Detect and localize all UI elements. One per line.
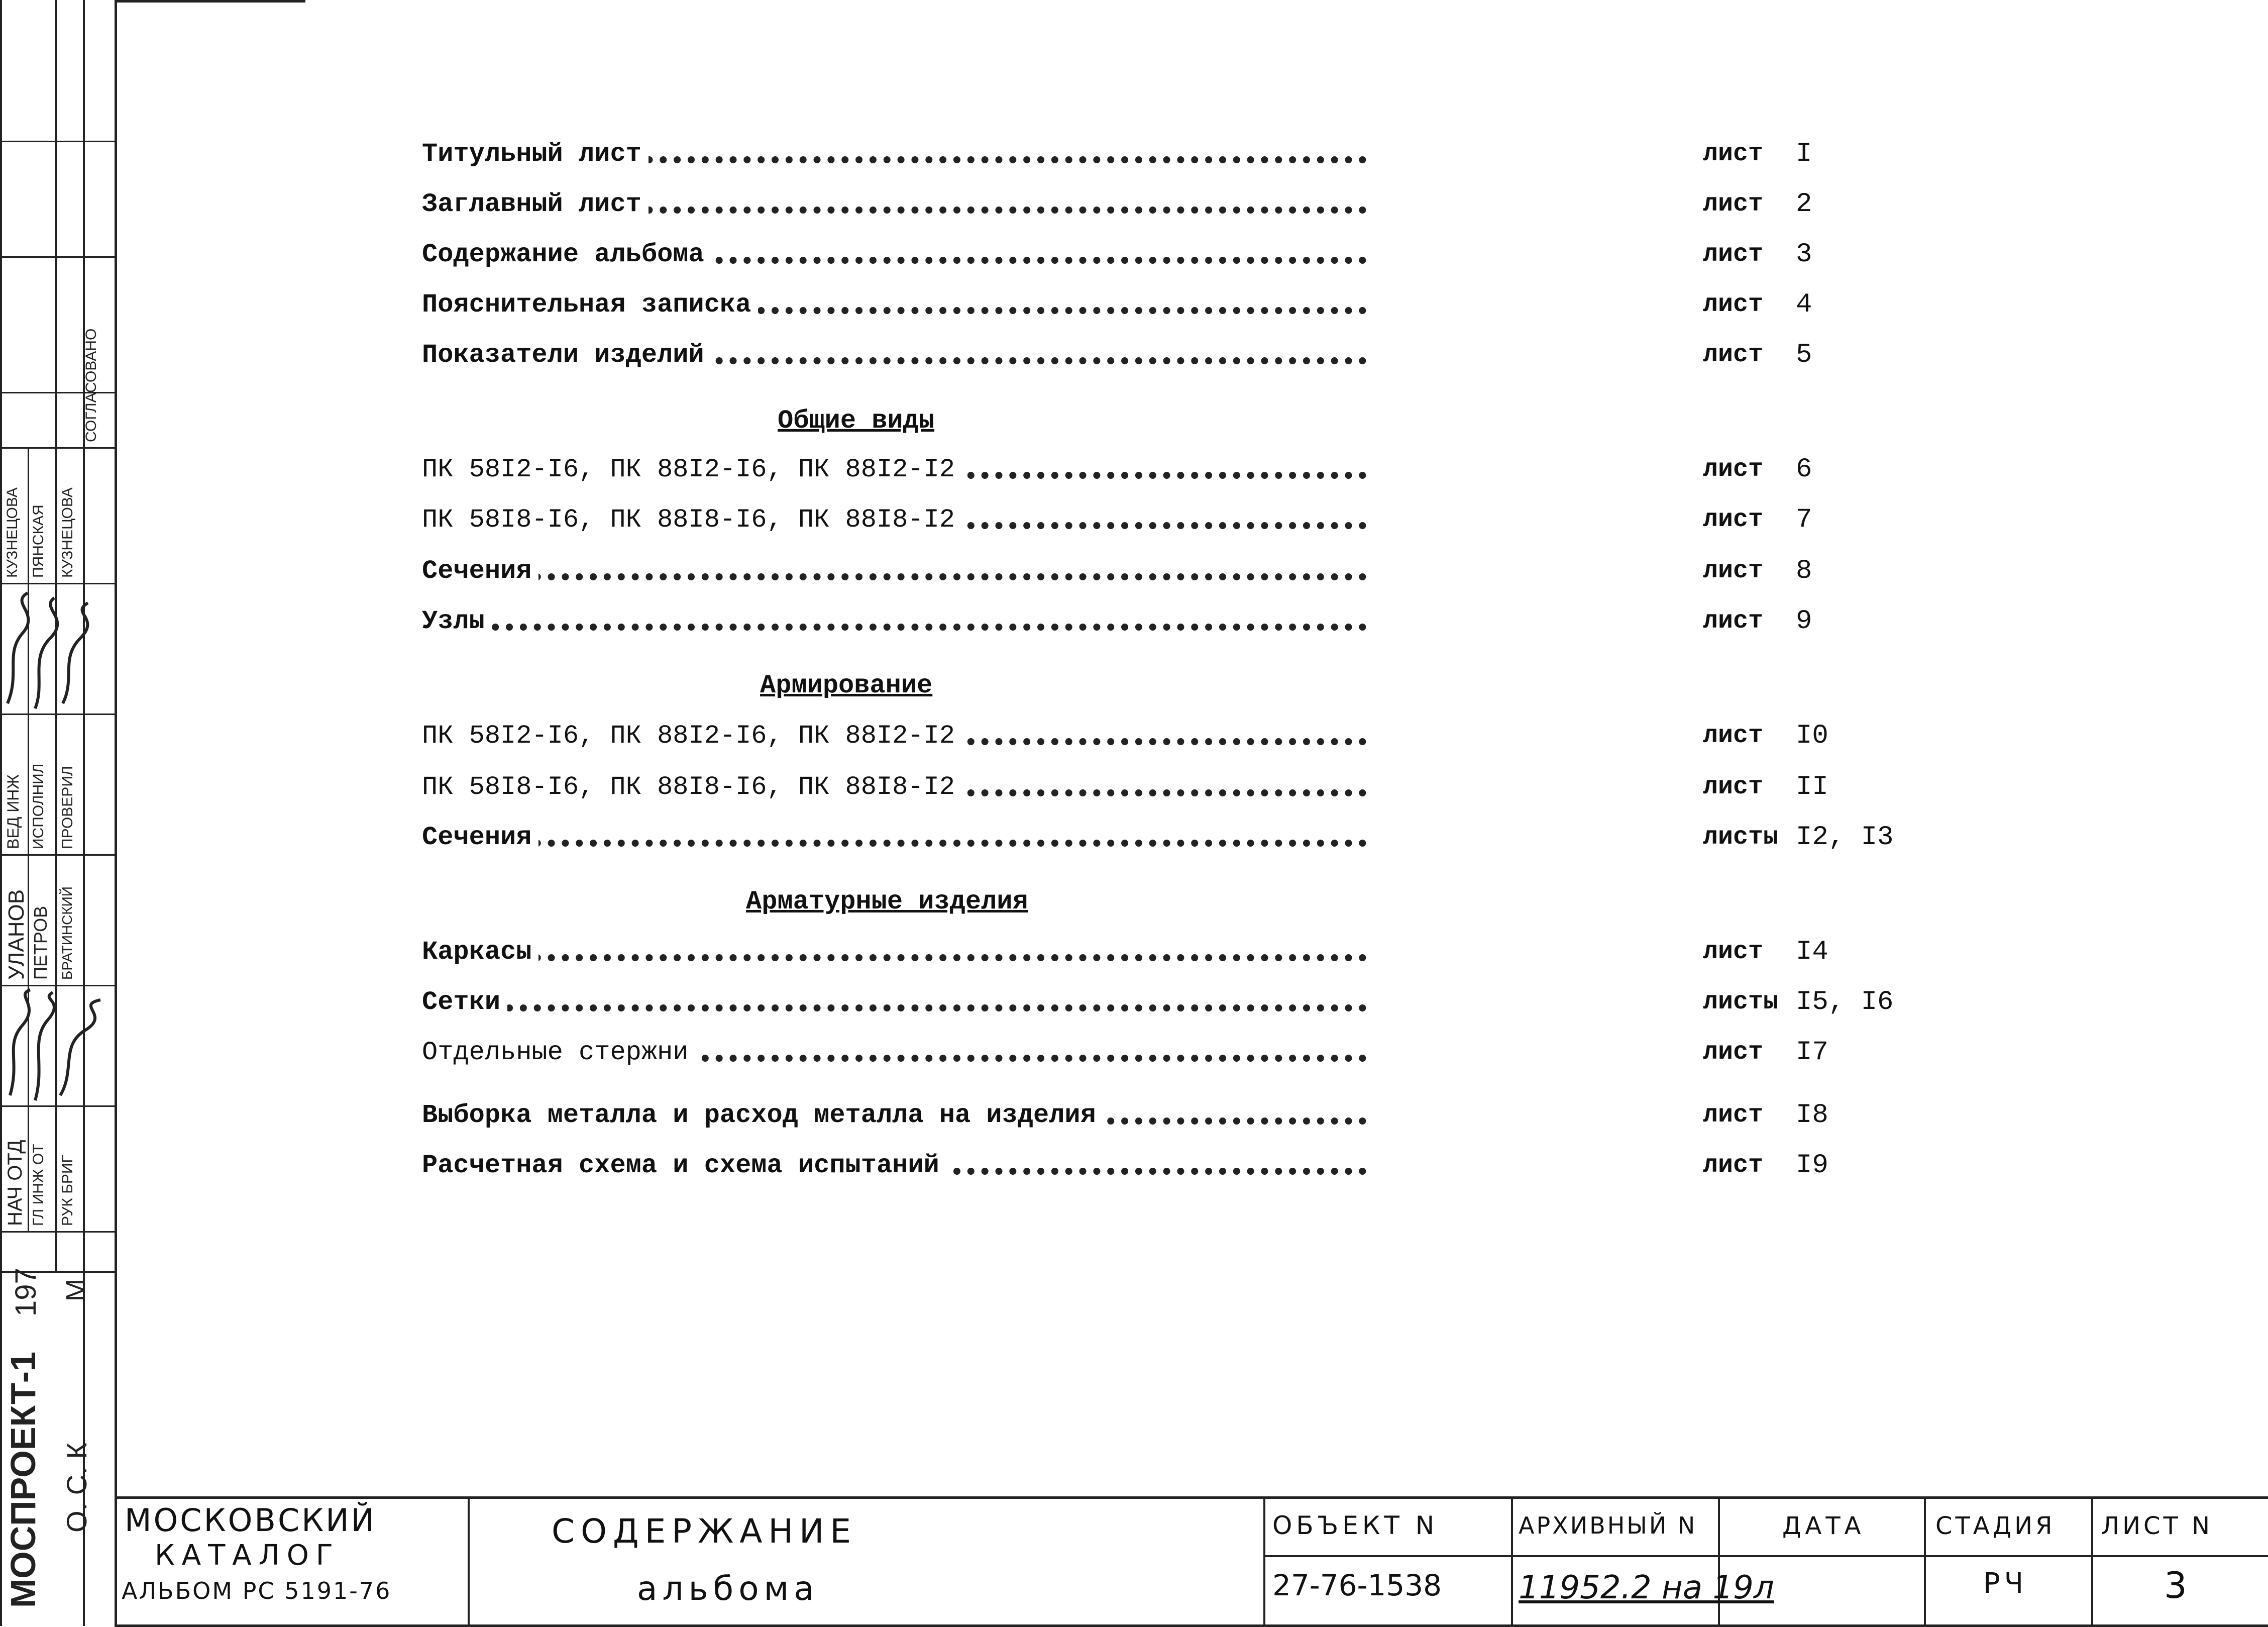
toc-sheet-label: листы bbox=[1703, 823, 1779, 852]
stamp-name: КУЗНЕЦОВА bbox=[59, 487, 76, 578]
toc-row bbox=[422, 500, 1919, 540]
toc-sheet-label: лист bbox=[1703, 290, 1764, 319]
catalog-line-1: МОСКОВСКИЙ bbox=[125, 1502, 377, 1539]
toc-row bbox=[422, 184, 1919, 225]
toc-sheet-label: лист bbox=[1703, 557, 1764, 585]
toc-row bbox=[422, 134, 1919, 174]
side-stamp-strip bbox=[0, 0, 115, 1626]
toc-sheet-label: лист bbox=[1703, 1038, 1764, 1067]
toc-row bbox=[422, 601, 1919, 642]
toc-item-title: Расчетная схема и схема испытаний bbox=[422, 1146, 946, 1186]
stamp-agreed: СОГЛАСОВАНО bbox=[83, 328, 99, 442]
toc-item-title: ПК 58I2-I6, ПК 88I2-I6, ПК 88I2-I2 bbox=[422, 450, 962, 490]
toc-item-title: ПК 58I2-I6, ПК 88I2-I6, ПК 88I2-I2 bbox=[422, 716, 962, 756]
strip-sep bbox=[0, 447, 115, 449]
toc-sheet-label: лист bbox=[1703, 190, 1764, 219]
section-heading: Арматурные изделия bbox=[746, 887, 1028, 917]
toc-sheet-label: листы bbox=[1703, 988, 1779, 1016]
toc-row bbox=[422, 285, 1919, 325]
stamp-role: ГЛ ИНЖ ОТ bbox=[30, 1144, 47, 1226]
dot-leader bbox=[422, 840, 1366, 847]
toc-row bbox=[422, 767, 1919, 807]
toc-sheet-number: I5, I6 bbox=[1796, 987, 1894, 1018]
dot-leader bbox=[422, 573, 1366, 580]
toc-item-title: Содержание альбома bbox=[422, 235, 711, 275]
toc-item-title: Заглавный лист bbox=[422, 184, 649, 225]
stamp-role: ПРОВЕРИЛ bbox=[59, 766, 76, 849]
toc-sheet-number: 6 bbox=[1796, 454, 1812, 485]
toc-sheet-label: лист bbox=[1703, 505, 1764, 534]
toc-sheet-number: I0 bbox=[1796, 721, 1828, 751]
archive-value: 11952.2 на 19л bbox=[1519, 1569, 1774, 1606]
tb-divider bbox=[1924, 1499, 1926, 1624]
toc-sheet-label: лист bbox=[1703, 341, 1764, 369]
stamp-name: УЛАНОВ bbox=[4, 889, 29, 980]
toc-row bbox=[422, 716, 1919, 756]
strip-sep bbox=[0, 141, 115, 142]
toc-sheet-label: лист bbox=[1703, 607, 1764, 636]
dot-leader bbox=[422, 1004, 1366, 1011]
toc-sheet-label: лист bbox=[1703, 455, 1764, 484]
stage-label: СТАДИЯ bbox=[1935, 1512, 2056, 1540]
toc-row bbox=[422, 1095, 1919, 1136]
stage-value: РЧ bbox=[1983, 1567, 2028, 1600]
toc-sheet-label: лист bbox=[1703, 938, 1764, 966]
toc-sheet-number: 5 bbox=[1796, 340, 1812, 370]
toc-sheet-number: I bbox=[1796, 139, 1812, 169]
toc-item-title: Пояснительная записка bbox=[422, 285, 758, 325]
toc-item-title: Каркасы bbox=[422, 932, 538, 972]
toc-row bbox=[422, 335, 1919, 375]
strip-sep bbox=[0, 1105, 115, 1107]
stamp-role: ИСПОЛНИЛ bbox=[30, 763, 47, 849]
toc-item-title: Сетки bbox=[422, 982, 507, 1023]
tb-divider bbox=[1263, 1499, 1265, 1624]
toc-sheet-label: лист bbox=[1703, 240, 1764, 269]
toc-item-title: Отдельные стержни bbox=[422, 1033, 696, 1073]
section-heading: Общие виды bbox=[778, 406, 935, 436]
toc-row bbox=[422, 932, 1919, 972]
catalog-line-2: КАТАЛОГ bbox=[155, 1539, 340, 1572]
toc-item-title: Показатели изделий bbox=[422, 335, 711, 375]
dot-leader bbox=[422, 954, 1366, 961]
archive-label: АРХИВНЫЙ N bbox=[1519, 1512, 1697, 1539]
tb-divider bbox=[1511, 1499, 1513, 1624]
doc-title-line-2: альбома bbox=[637, 1569, 819, 1608]
strip-sep bbox=[0, 256, 115, 258]
toc-sheet-label: лист bbox=[1703, 1101, 1764, 1130]
toc-row bbox=[422, 551, 1919, 591]
strip-line bbox=[115, 0, 117, 1626]
stamp-name: БРАТИНСКИЙ bbox=[59, 886, 75, 980]
toc-sheet-number: I7 bbox=[1796, 1037, 1828, 1068]
strip-line bbox=[0, 0, 2, 1626]
toc-row bbox=[422, 1033, 1919, 1073]
toc-item-title: Узлы bbox=[422, 601, 492, 642]
toc-sheet-number: 3 bbox=[1796, 239, 1812, 270]
strip-line bbox=[28, 447, 29, 1231]
toc-row bbox=[422, 235, 1919, 275]
object-label: ОБЪЕКТ N bbox=[1272, 1511, 1439, 1540]
toc-sheet-label: лист bbox=[1703, 1151, 1764, 1180]
stamp-role: НАЧ ОТД bbox=[4, 1140, 26, 1226]
toc-sheet-number: 4 bbox=[1796, 289, 1812, 320]
toc-item-title: Титульный лист bbox=[422, 134, 649, 174]
signature-drawing bbox=[0, 985, 115, 1105]
signature-drawing bbox=[0, 583, 115, 714]
toc-row bbox=[422, 450, 1919, 490]
stamp-name: ПЕТРОВ bbox=[30, 905, 51, 980]
toc-sheet-number: I9 bbox=[1796, 1150, 1828, 1181]
strip-sep bbox=[0, 1231, 115, 1233]
stamp-name: КУЗНЕЦОВА bbox=[4, 487, 21, 578]
stamp-role: РУК БРИГ bbox=[59, 1155, 76, 1226]
toc-sheet-number: I8 bbox=[1796, 1100, 1828, 1131]
toc-sheet-label: лист bbox=[1703, 773, 1764, 801]
strip-sep bbox=[0, 714, 115, 715]
toc-sheet-number: 9 bbox=[1796, 606, 1812, 637]
toc-sheet-number: 7 bbox=[1796, 504, 1812, 535]
toc-item-title: ПК 58I8-I6, ПК 88I8-I6, ПК 88I8-I2 bbox=[422, 500, 962, 540]
tb-divider bbox=[2091, 1499, 2093, 1624]
catalog-line-3: АЛЬБОМ РС 5191-76 bbox=[122, 1577, 392, 1604]
toc-row bbox=[422, 1146, 1919, 1186]
toc-item-title: Сечения bbox=[422, 551, 538, 591]
toc-sheet-label: лист bbox=[1703, 140, 1764, 168]
toc-sheet-number: II bbox=[1796, 772, 1828, 802]
toc-sheet-number: I4 bbox=[1796, 937, 1828, 967]
title-block bbox=[115, 1496, 2268, 1627]
section-heading: Армирование bbox=[760, 671, 933, 700]
tb-hline bbox=[1263, 1555, 2268, 1557]
toc-sheet-label: лист bbox=[1703, 722, 1764, 750]
stamp-year: 197 bbox=[10, 1268, 42, 1316]
dot-leader bbox=[422, 624, 1366, 631]
sheet-label: ЛИСТ N bbox=[2101, 1512, 2213, 1540]
date-label: ДАТА bbox=[1782, 1512, 1865, 1540]
stamp-okc: О. С. К bbox=[61, 1443, 92, 1533]
sheet-value: 3 bbox=[2164, 1564, 2187, 1606]
object-value: 27-76-1538 bbox=[1272, 1568, 1442, 1602]
toc-sheet-number: I2, I3 bbox=[1796, 822, 1894, 853]
toc-sheet-number: 2 bbox=[1796, 189, 1812, 220]
strip-sep bbox=[0, 854, 115, 856]
toc-row bbox=[422, 818, 1919, 858]
top-edge-line bbox=[115, 0, 305, 3]
toc-item-title: Выборка металла и расход металла на изделия bbox=[422, 1095, 1103, 1136]
doc-title-line-1: СОДЕРЖАНИЕ bbox=[552, 1512, 857, 1551]
toc-item-title: Сечения bbox=[422, 818, 538, 858]
org-name: МОСПРОЕКТ-1 bbox=[4, 1352, 43, 1608]
stamp-m: М bbox=[61, 1279, 91, 1301]
toc-sheet-number: 8 bbox=[1796, 556, 1812, 586]
stamp-name: ПЯНСКАЯ bbox=[30, 504, 47, 578]
stamp-role: ВЕД ИНЖ bbox=[4, 774, 22, 849]
tb-divider bbox=[115, 1499, 117, 1624]
toc-row bbox=[422, 982, 1919, 1023]
tb-divider bbox=[468, 1499, 470, 1624]
toc-item-title: ПК 58I8-I6, ПК 88I8-I6, ПК 88I8-I2 bbox=[422, 767, 962, 807]
strip-line bbox=[83, 0, 85, 1626]
